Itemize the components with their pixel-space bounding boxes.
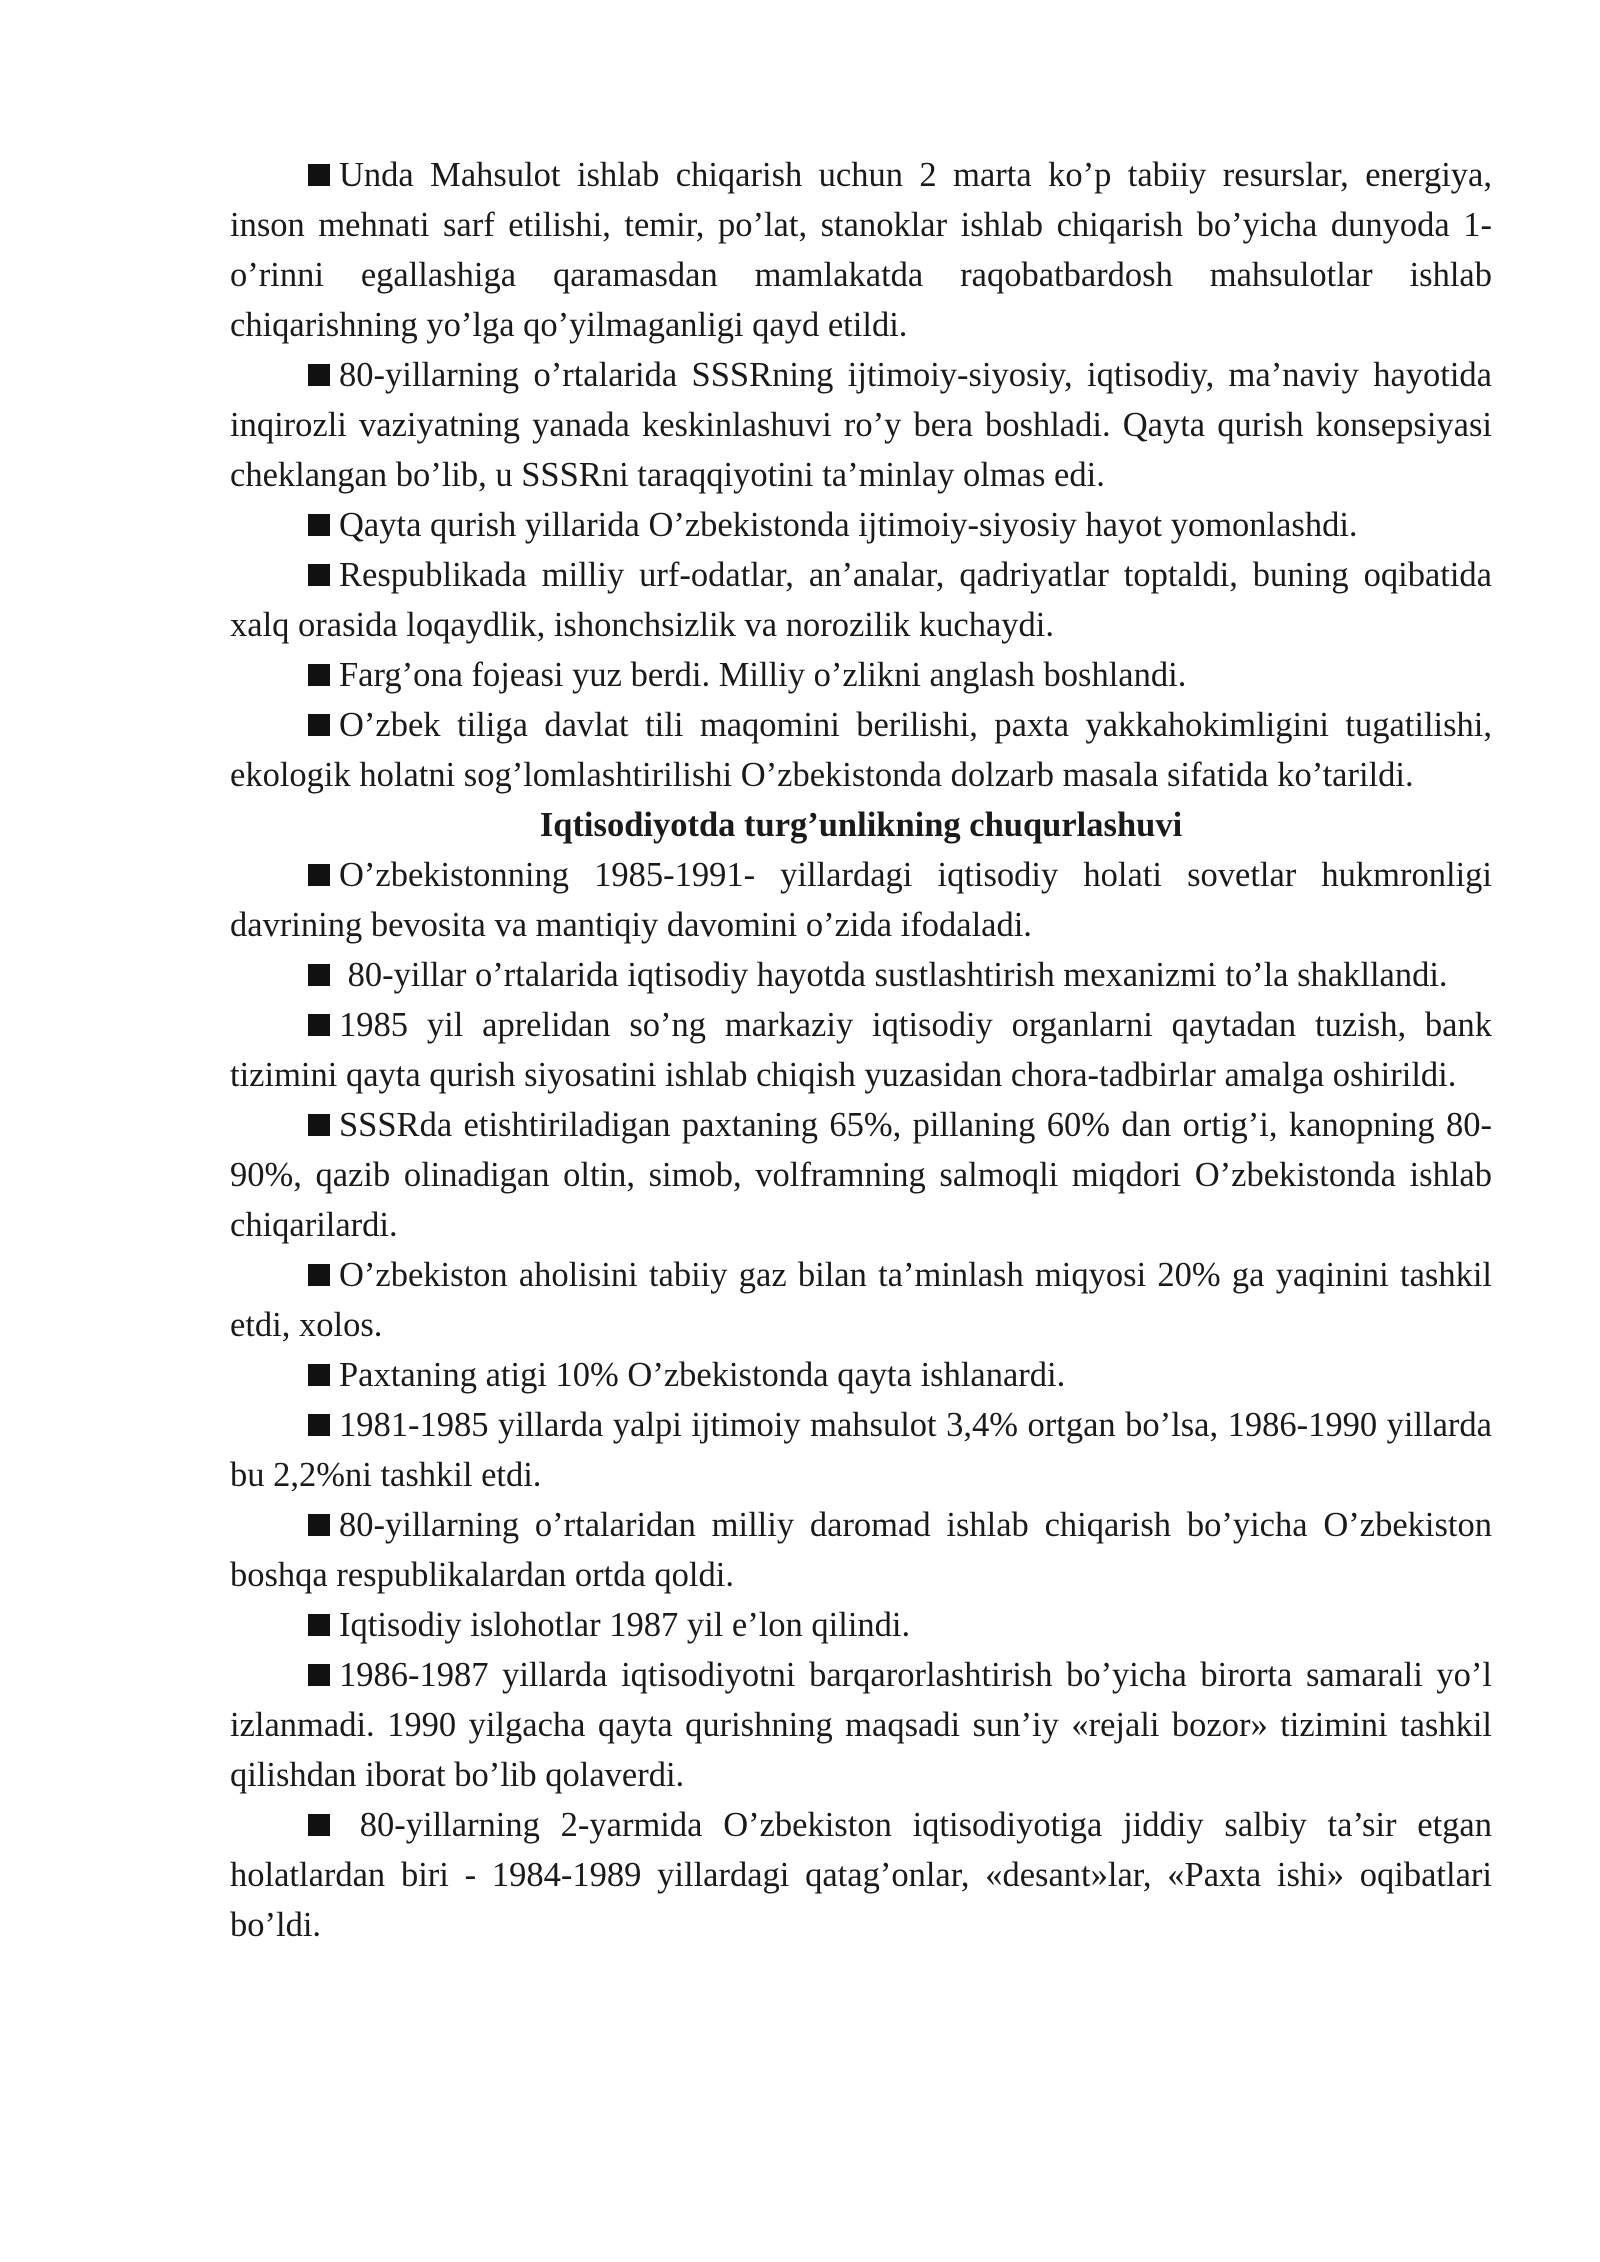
square-bullet-icon — [308, 1014, 330, 1036]
paragraph-text: Unda Mahsulot ishlab chiqarish uchun 2 marta ko’p tabiiy resurslar, energiya, inson mehnati sarf etilishi, temir, po’lat, stanoklar ishlab chiqarish bo’yicha dunyoda 1-o’rinni egallashiga qaramasdan mamlakatda raqobatbardosh mahsulotlar ishlab chiqarishning yo’lga qo’yilmaganligi qayd etildi. — [230, 156, 1492, 344]
document-page — [230, 150, 1492, 1950]
square-bullet-icon — [308, 514, 330, 536]
square-bullet-icon — [308, 364, 330, 386]
paragraph-text: Iqtisodiy islohotlar 1987 yil e’lon qilindi. — [339, 1606, 911, 1644]
paragraph-text: O’zbek tiliga davlat tili maqomini berilishi, paxta yakkahokimligini tugatilishi, ekologik holatni sog’lomlashtirilishi O’zbekistonda dolzarb masala sifatida ko’tarildi. — [230, 706, 1492, 794]
paragraph-text: Farg’ona fojeasi yuz berdi. Milliy o’zlikni anglash boshlandi. — [339, 656, 1187, 694]
square-bullet-icon — [308, 564, 330, 586]
paragraph-text: 80-yillarning o’rtalarida SSSRning ijtimoiy-siyosiy, iqtisodiy, ma’naviy hayotida inqirozli vaziyatning yanada keskinlashuvi ro’y bera boshladi. Qayta qurish konsepsiyasi cheklangan bo’lib, u SSSRni taraqqiyotini ta’minlay olmas edi. — [230, 356, 1492, 494]
paragraph-10 — [230, 1100, 1492, 1250]
paragraph-6 — [230, 700, 1492, 800]
paragraph-7 — [230, 850, 1492, 950]
paragraph-16 — [230, 1650, 1492, 1800]
square-bullet-icon — [308, 964, 330, 986]
paragraph-text: SSSRda etishtiriladigan paxtaning 65%, pillaning 60% dan ortig’i, kanopning 80-90%, qazib olinadigan oltin, simob, volframning salmoqli miqdori O’zbekistonda ishlab chiqarilardi. — [230, 1106, 1492, 1244]
paragraph-9 — [230, 1000, 1492, 1100]
square-bullet-icon — [308, 1414, 330, 1436]
paragraph-text: Paxtaning atigi 10% O’zbekistonda qayta ishlanardi. — [339, 1356, 1066, 1394]
square-bullet-icon — [308, 1614, 330, 1636]
paragraph-text: 1985 yil aprelidan so’ng markaziy iqtisodiy organlarni qaytadan tuzish, bank tizimini qayta qurish siyosatini ishlab chiqish yuzasidan chora-tadbirlar amalga oshirildi. — [230, 1006, 1492, 1094]
paragraph-text: 80-yillarning 2-yarmida O’zbekiston iqtisodiyotiga jiddiy salbiy ta’sir etgan holatlardan biri - 1984-1989 yillardagi qatag’onlar, «desant»lar, «Paxta ishi» oqibatlari bo’ldi. — [230, 1806, 1492, 1944]
paragraph-text: O’zbekistonning 1985-1991- yillardagi iqtisodiy holati sovetlar hukmronligi davrining bevosita va mantiqiy davomini o’zida ifodaladi. — [230, 856, 1492, 944]
square-bullet-icon — [308, 864, 330, 886]
paragraph-text: 1986-1987 yillarda iqtisodiyotni barqarorlashtirish bo’yicha birorta samarali yo’l izlanmadi. 1990 yilgacha qayta qurishning maqsadi sun’iy «rejali bozor» tizimini tashkil qilishdan iborat bo’lib qolaverdi. — [230, 1656, 1492, 1794]
square-bullet-icon — [308, 1114, 330, 1136]
paragraph-text: 80-yillarning o’rtalaridan milliy daromad ishlab chiqarish bo’yicha O’zbekiston boshqa respublikalardan ortda qoldi. — [230, 1506, 1492, 1594]
section-heading: Iqtisodiyotda turg’unlikning chuqurlashuvi — [539, 806, 1183, 844]
square-bullet-icon — [308, 164, 330, 186]
square-bullet-icon — [308, 1664, 330, 1686]
paragraph-2 — [230, 350, 1492, 500]
paragraph-8 — [230, 950, 1492, 1000]
paragraph-12 — [230, 1350, 1492, 1400]
square-bullet-icon — [308, 1514, 330, 1536]
paragraph-text: Qayta qurish yillarida O’zbekistonda ijtimoiy-siyosiy hayot yomonlashdi. — [339, 506, 1358, 544]
paragraph-text: O’zbekiston aholisini tabiiy gaz bilan ta’minlash miqyosi 20% ga yaqinini tashkil etdi, xolos. — [230, 1256, 1492, 1344]
paragraph-1 — [230, 150, 1492, 350]
square-bullet-icon — [308, 1364, 330, 1386]
paragraph-text: 1981-1985 yillarda yalpi ijtimoiy mahsulot 3,4% ortgan bo’lsa, 1986-1990 yillarda bu 2,2%ni tashkil etdi. — [230, 1406, 1492, 1494]
paragraph-14 — [230, 1500, 1492, 1600]
square-bullet-icon — [308, 714, 330, 736]
paragraph-4 — [230, 550, 1492, 650]
square-bullet-icon — [308, 1264, 330, 1286]
paragraph-text: Respublikada milliy urf-odatlar, an’analar, qadriyatlar toptaldi, buning oqibatida xalq orasida loqaydlik, ishonchsizlik va norozilik kuchaydi. — [230, 556, 1492, 644]
paragraph-11 — [230, 1250, 1492, 1350]
paragraph-17 — [230, 1800, 1492, 1950]
paragraph-13 — [230, 1400, 1492, 1500]
paragraph-15 — [230, 1600, 1492, 1650]
paragraph-5 — [230, 650, 1492, 700]
paragraph-3 — [230, 500, 1492, 550]
square-bullet-icon — [308, 1814, 330, 1836]
square-bullet-icon — [308, 664, 330, 686]
paragraph-text: 80-yillar o’rtalarida iqtisodiy hayotda sustlashtirish mexanizmi to’la shakllandi. — [339, 956, 1448, 994]
